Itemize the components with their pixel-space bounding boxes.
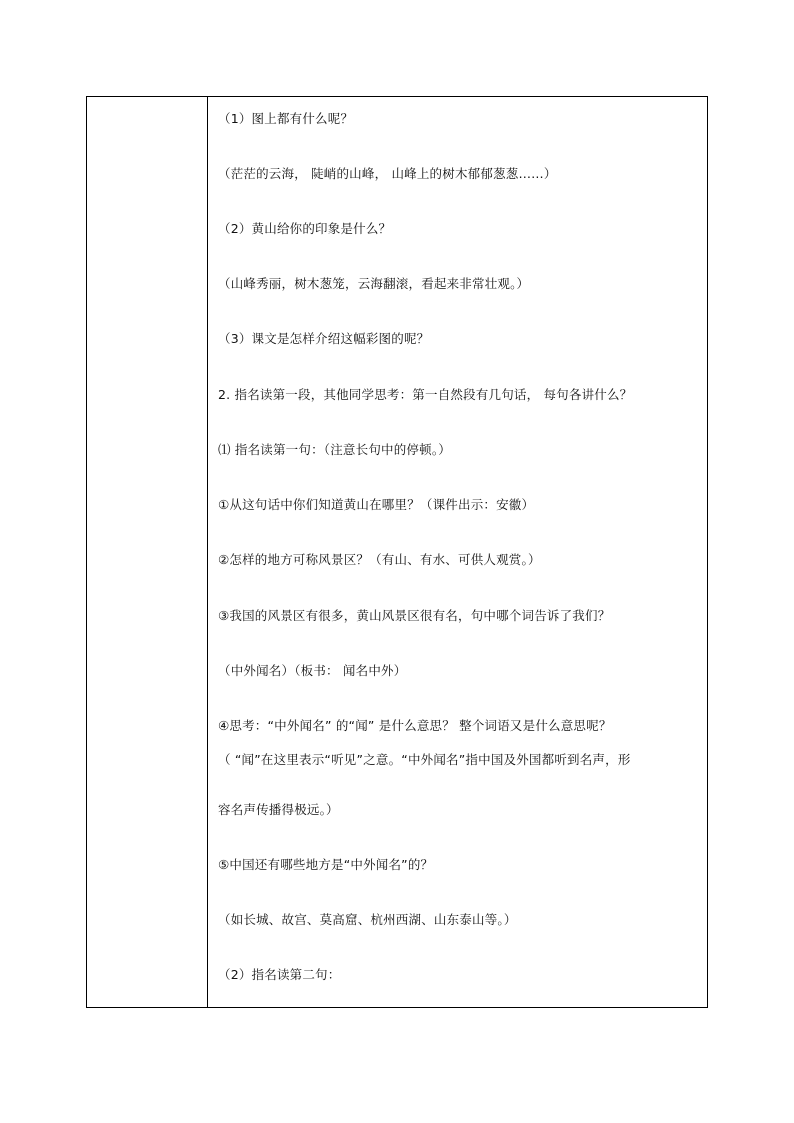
question-circle-1: ①从这句话中你们知道黄山在哪里？（课件出示：安徽） [218, 497, 535, 512]
table-content-cell [208, 97, 707, 1007]
explanation-line-1: （ “闻”在这里表示“听见”之意。“中外闻名”指中国及外国都听到名声，形 [218, 752, 631, 767]
question-line-1: （1）图上都有什么呢？ [218, 111, 354, 126]
lesson-table [86, 96, 708, 1008]
answer-line-1: （茫茫的云海， 陡峭的山峰， 山峰上的树木郁郁葱葱……） [218, 166, 557, 181]
table-left-cell [87, 97, 208, 1007]
question-circle-4: ④思考：“中外闻名” 的“闻” 是什么意思？ 整个词语又是什么意思呢？ [218, 718, 612, 733]
question-circle-3: ③我国的风景区有很多，黄山风景区很有名，句中哪个词告诉了我们？ [218, 608, 611, 623]
question-circle-2: ②怎样的地方可称风景区？（有山、有水、可供人观赏。） [218, 552, 541, 567]
answer-board-note: （中外闻名）（板书： 闻名中外） [218, 663, 407, 678]
sub-step-1: ⑴ 指名读第一句：（注意长句中的停顿。） [218, 442, 451, 457]
answer-examples: （如长城、故宫、莫高窟、杭州西湖、山东泰山等。） [218, 912, 517, 927]
explanation-line-2: 容名声传播得极远。） [218, 802, 339, 817]
step-2-instruction: 2. 指名读第一段，其他同学思考：第一自然段有几句话， 每句各讲什么？ [218, 387, 633, 402]
answer-line-2: （山峰秀丽，树木葱笼，云海翻滚，看起来非常壮观。） [218, 276, 530, 291]
sub-step-2: （2）指名读第二句： [218, 967, 341, 982]
question-line-2: （2）黄山给你的印象是什么？ [218, 221, 392, 236]
question-line-3: （3）课文是怎样介绍这幅彩图的呢？ [218, 331, 430, 346]
question-circle-5: ⑤中国还有哪些地方是“中外闻名”的？ [218, 857, 434, 872]
